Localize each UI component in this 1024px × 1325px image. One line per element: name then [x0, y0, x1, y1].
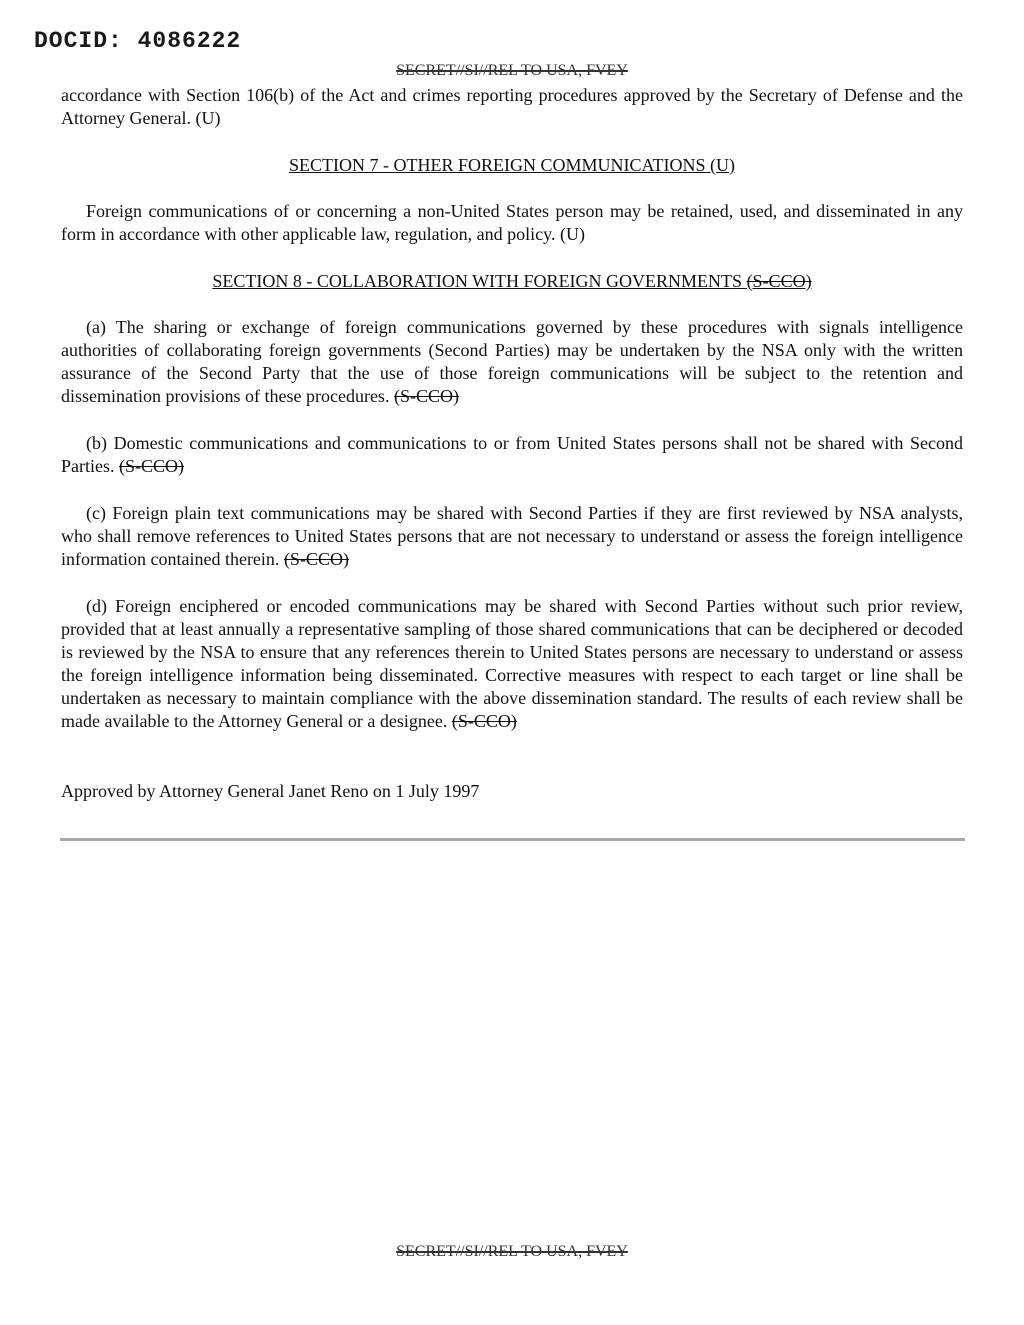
paragraph-b: [61, 432, 963, 478]
continuation-paragraph: [61, 84, 963, 130]
section-7-paragraph: Foreign communications of or concerning a non-United States person may be retained, used, and disseminated in any form in accordance with other applicable law, regulation, and policy. (U): [61, 201, 963, 244]
section-8-paragraph-c: [61, 502, 963, 571]
paragraph-c-marking: (S-CCO): [283, 549, 349, 569]
section-8-paragraph-b: [61, 432, 963, 478]
paragraph-d: [61, 595, 963, 733]
classification-banner-bottom: [0, 1243, 1024, 1261]
section-8: [61, 270, 963, 293]
section-8-heading-text: SECTION 8 - COLLABORATION WITH FOREIGN GOVERNMENTS: [212, 271, 743, 291]
paragraph-a-marking: (S-CCO): [393, 386, 459, 406]
continuation-text: accordance with Section 106(b) of the Act and crimes reporting procedures approved by the Secretary of Defense and the Attorney General. (U): [61, 85, 963, 128]
paragraph-a-text: (a) The sharing or exchange of foreign communications governed by these procedures with signals intelligence authorities of collaborating foreign governments (Second Parties) may be undertaken by the NSA only with the written assurance of the Second Party that the use of those foreign communications will be subject to the retention and dissemination provisions of these procedures.: [61, 317, 963, 406]
section-8-paragraph-a: [61, 316, 963, 408]
section-7-heading: SECTION 7 - OTHER FOREIGN COMMUNICATIONS (U): [289, 155, 735, 175]
paragraph-c-text: (c) Foreign plain text communications may be shared with Second Parties if they are first reviewed by NSA analysts, who shall remove references to United States persons that are not necessary to understand or assess the foreign intelligence information contained therein.: [61, 503, 963, 569]
document-id: DOCID: 4086222: [34, 28, 242, 54]
section-7-body: [61, 200, 963, 246]
paragraph-a: [61, 316, 963, 408]
horizontal-rule: [60, 838, 965, 841]
section-8-heading-marking: (S-CCO): [746, 271, 812, 291]
classification-banner-top-text: SECRET//SI//REL TO USA, FVEY: [396, 62, 628, 79]
classification-banner-bottom-text: SECRET//SI//REL TO USA, FVEY: [396, 1243, 628, 1260]
section-8-paragraph-d: [61, 595, 963, 733]
paragraph-b-text: (b) Domestic communications and communications to or from United States persons shall not be shared with Second Parties.: [61, 433, 963, 476]
classification-banner-top: [0, 62, 1024, 80]
paragraph-d-text: (d) Foreign enciphered or encoded communications may be shared with Second Parties without such prior review, provided that at least annually a representative sampling of those shared communications that can be deciphered or decoded is reviewed by the NSA to ensure that any references therein to United States persons are necessary to understand or assess the foreign intelligence information being disseminated. Corrective measures with respect to each target or line shall be undertaken as necessary to maintain compliance with the above dissemination standard. The results of each review shall be made available to the Attorney General or a designee.: [61, 596, 963, 731]
approval-line: [61, 780, 963, 803]
section-8-heading: [61, 270, 963, 293]
paragraph-d-marking: (S-CCO): [451, 711, 517, 731]
paragraph-c: [61, 502, 963, 571]
paragraph-b-marking: (S-CCO): [119, 456, 185, 476]
approval-text: Approved by Attorney General Janet Reno on 1 July 1997: [61, 781, 480, 801]
section-7: [61, 154, 963, 177]
